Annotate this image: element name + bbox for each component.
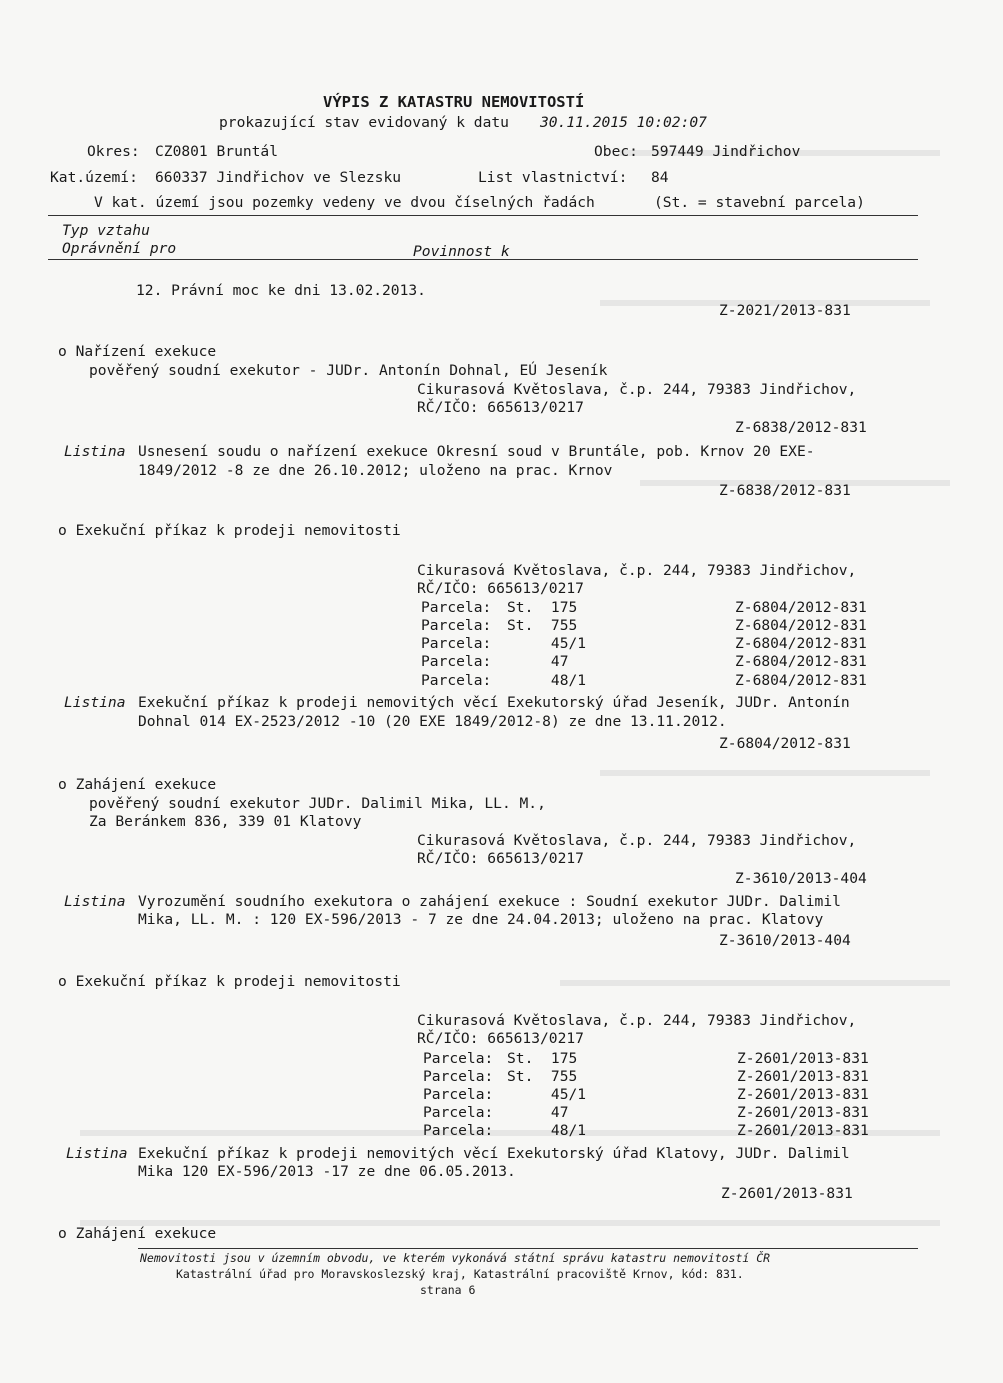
record-reference: Z-6838/2012-831 [719,482,851,499]
page-title: VÝPIS Z KATASTRU NEMOVITOSTÍ [323,93,585,111]
parcel-label: Parcela: [423,1104,494,1121]
parcel-series-note: V kat. území jsou pozemky vedeny ve dvou číselných řadách [94,194,595,211]
parcel-number: 45/1 [507,1086,587,1103]
page-number: strana 6 [420,1283,476,1297]
parcel-number: 45/1 [507,635,587,652]
parcel-reference: Z-6804/2012-831 [735,599,867,616]
owner-line: Cikurasová Květoslava, č.p. 244, 79383 Jindřichov, [417,1012,857,1029]
record-reference: Z-2601/2013-831 [721,1185,853,1202]
column-opravneni-pro: Oprávnění pro [62,240,177,257]
parcel-reference: Z-2601/2013-831 [737,1050,869,1067]
parcel-reference: Z-2601/2013-831 [737,1068,869,1085]
listina-label: Listina [64,694,126,711]
obec-label: Obec: [594,143,638,160]
katuzemi-label: Kat.území: [50,169,138,186]
obec-value: 597449 Jindřichov [651,143,801,160]
subtitle-date: 30.11.2015 10:02:07 [540,114,707,131]
parcel-number: 48/1 [507,672,587,689]
parcel-number: St. 755 [507,1068,578,1085]
owner-id: RČ/IČO: 665613/0217 [417,1030,584,1047]
listina-text: 1849/2012 -8 ze dne 26.10.2012; uloženo na prac. Krnov [138,462,613,479]
entry-heading: o Nařízení exekuce [58,343,217,360]
footer-office: Katastrální úřad pro Moravskoslezský kraj, Katastrální pracoviště Krnov, kód: 831. [176,1267,744,1281]
record-reference: Z-3610/2013-404 [719,932,851,949]
parcel-label: Parcela: [423,1050,494,1067]
owner-id: RČ/IČO: 665613/0217 [417,399,584,416]
subtitle-prefix: prokazující stav evidovaný k datu [219,114,509,131]
parcel-reference: Z-6804/2012-831 [735,635,867,652]
legal-force-line: 12. Právní moc ke dni 13.02.2013. [136,282,426,299]
listina-label: Listina [64,893,126,910]
parcel-number: 47 [507,653,569,670]
owner-id: RČ/IČO: 665613/0217 [417,580,584,597]
parcel-reference: Z-6804/2012-831 [735,672,867,689]
record-reference: Z-2021/2013-831 [719,302,851,319]
parcel-reference: Z-2601/2013-831 [737,1086,869,1103]
lv-label: List vlastnictví: [478,169,628,186]
parcel-series-legend: (St. = stavební parcela) [654,194,865,211]
parcel-label: Parcela: [421,672,492,689]
listina-label: Listina [66,1145,128,1162]
parcel-label: Parcela: [421,653,492,670]
listina-text: Exekuční příkaz k prodeji nemovitých věcí Exekutorský úřad Klatovy, JUDr. Dalimil [138,1145,850,1162]
parcel-label: Parcela: [421,635,492,652]
owner-line: Cikurasová Květoslava, č.p. 244, 79383 Jindřichov, [417,832,857,849]
entry-heading: o Zahájení exekuce [58,776,217,793]
entry-executor-address: Za Beránkem 836, 339 01 Klatovy [89,813,362,830]
listina-text: Vyrozumění soudního exekutora o zahájení exekuce : Soudní exekutor JUDr. Dalimil [138,893,841,910]
okres-label: Okres: [87,143,140,160]
column-povinnost-k: Povinnost k [413,243,510,260]
parcel-label: Parcela: [421,599,492,616]
parcel-label: Parcela: [423,1068,494,1085]
parcel-reference: Z-2601/2013-831 [737,1104,869,1121]
listina-text: Dohnal 014 EX-2523/2012 -10 (20 EXE 1849/2012-8) ze dne 13.11.2012. [138,713,727,730]
parcel-label: Parcela: [423,1122,494,1139]
header-divider [48,215,918,216]
parcel-label: Parcela: [423,1086,494,1103]
owner-line: Cikurasová Květoslava, č.p. 244, 79383 Jindřichov, [417,562,857,579]
parcel-number: St. 175 [507,599,578,616]
listina-text: Mika 120 EX-596/2013 -17 ze dne 06.05.2013. [138,1163,516,1180]
parcel-reference: Z-6804/2012-831 [735,617,867,634]
owner-id: RČ/IČO: 665613/0217 [417,850,584,867]
parcel-number: St. 175 [507,1050,578,1067]
okres-value: CZ0801 Bruntál [155,143,279,160]
parcel-label: Parcela: [421,617,492,634]
listina-label: Listina [64,443,126,460]
column-typ-vztahu: Typ vztahu [62,222,150,239]
entry-executor: pověřený soudní exekutor JUDr. Dalimil Mika, LL. M., [89,795,546,812]
parcel-number: 47 [507,1104,569,1121]
owner-line: Cikurasová Květoslava, č.p. 244, 79383 Jindřichov, [417,381,857,398]
lv-value: 84 [651,169,669,186]
entry-heading: o Exekuční příkaz k prodeji nemovitosti [58,522,401,539]
entry-heading: o Zahájení exekuce [58,1225,217,1242]
parcel-reference: Z-2601/2013-831 [737,1122,869,1139]
listina-text: Usnesení soudu o nařízení exekuce Okresní soud v Bruntále, pob. Krnov 20 EXE- [138,443,815,460]
record-reference: Z-3610/2013-404 [735,870,867,887]
listina-text: Exekuční příkaz k prodeji nemovitých věcí Exekutorský úřad Jeseník, JUDr. Antonín [138,694,850,711]
record-reference: Z-6804/2012-831 [719,735,851,752]
katuzemi-value: 660337 Jindřichov ve Slezsku [155,169,402,186]
parcel-reference: Z-6804/2012-831 [735,653,867,670]
parcel-number: St. 755 [507,617,578,634]
record-reference: Z-6838/2012-831 [735,419,867,436]
entry-heading: o Exekuční příkaz k prodeji nemovitosti [58,973,401,990]
footer-note: Nemovitosti jsou v územním obvodu, ve kterém vykonává státní správu katastru nemovitostí ČR [140,1251,771,1265]
entry-executor: pověřený soudní exekutor - JUDr. Antonín Dohnal, EÚ Jeseník [89,362,608,379]
columns-divider [48,259,918,260]
listina-text: Mika, LL. M. : 120 EX-596/2013 - 7 ze dne 24.04.2013; uloženo na prac. Klatovy [138,911,824,928]
parcel-number: 48/1 [507,1122,587,1139]
